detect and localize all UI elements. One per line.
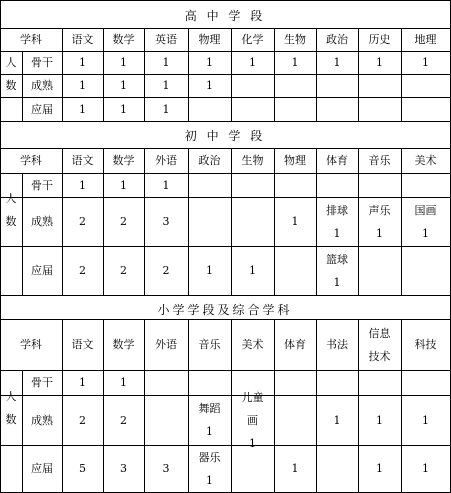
section-title: 高 中 学 段 [184,9,266,23]
cell-line: 1 [333,226,341,240]
value-cell: 1 [79,102,86,116]
subject-4: 化学 [241,33,264,46]
people-count-char: 人 [5,389,17,403]
value-cell [316,370,358,395]
value-cell [358,370,401,395]
section-title: 小学学段及综合学科 [157,303,293,317]
value-cell: 3 [162,215,170,228]
subject-3: 政治 [198,154,221,167]
subject-header: 学科 [20,154,42,167]
value-cell [316,74,358,97]
people-count-char: 数 [5,214,17,228]
value-cell [358,173,401,197]
value-cell [401,246,450,295]
cell-line: 儿童 [241,390,264,404]
cell-line: 1 [422,226,429,240]
value-cell: 1 [206,264,213,277]
cell-line: 篮球 [326,252,348,266]
subject-0: 语文 [71,154,94,167]
people-count-char: 数 [5,79,17,92]
row-label: 骨干 [31,376,53,389]
subject-header: 学科 [20,338,42,351]
value-cell: 3 [120,462,127,475]
cell-line: 器乐 [198,450,221,464]
value-cell: 1 [120,376,127,389]
cell-line: 1 [206,473,213,487]
value-cell [188,395,231,445]
value-cell: 1 [206,56,213,69]
value-cell: 2 [162,264,170,277]
value-cell: 3 [162,462,170,475]
value-cell: 2 [79,413,86,427]
value-cell [231,173,274,197]
people-count-char: 人 [5,56,17,69]
value-cell: 1 [79,79,86,92]
value-cell: 1 [333,56,341,69]
subject-1: 数学 [112,154,135,167]
value-cell [274,74,316,97]
people-count-label [0,173,22,246]
value-cell [144,395,188,445]
people-count-char: 人 [5,191,17,205]
value-cell [316,246,358,295]
value-cell: 1 [162,102,170,116]
value-cell [188,197,231,246]
row-label: 骨干 [31,56,53,69]
value-cell: 1 [422,462,429,475]
value-cell: 1 [249,56,256,69]
cell-line: 舞蹈 [198,402,221,415]
value-cell: 1 [376,413,383,427]
value-cell: 1 [422,56,429,69]
value-cell [231,390,274,450]
value-cell [316,173,358,197]
value-cell: 1 [79,376,86,389]
row-label: 成熟 [31,79,53,92]
value-cell [316,445,358,492]
subject-2: 外语 [155,338,177,351]
value-cell: 1 [422,413,429,427]
value-cell [274,97,316,121]
cell-line: 1 [376,226,383,240]
row-label: 应届 [31,264,53,277]
row-label: 应届 [31,102,53,116]
cell-line: 国画 [414,203,437,217]
value-cell: 2 [120,215,127,228]
cell-line: 技术 [368,349,391,363]
value-cell [358,246,401,295]
value-cell: 1 [291,215,299,228]
row-rule [0,0,450,1]
row-label: 应届 [31,462,53,475]
subject-7: 历史 [368,33,391,46]
value-cell: 2 [120,264,127,277]
subject-5: 生物 [284,33,306,46]
value-cell [231,445,274,492]
subject-0: 语文 [71,33,94,46]
value-cell: 1 [120,56,127,69]
value-cell: 1 [376,56,383,69]
row-rule [0,121,450,122]
cell-line: 声乐 [368,203,391,217]
row-label: 成熟 [31,215,53,228]
value-cell [274,246,316,295]
subject-2: 英语 [155,33,177,46]
subject-3: 物理 [198,33,221,46]
value-cell [231,74,274,97]
value-cell [358,74,401,97]
value-cell [231,97,274,121]
value-cell [274,173,316,197]
cell-line: 1 [206,425,213,438]
section-title: 初 中 学 段 [184,129,266,143]
subject-2: 外语 [155,154,177,167]
value-cell: 1 [162,79,170,92]
cell-line: 1 [249,436,256,450]
value-cell [358,197,401,246]
value-cell [188,370,231,395]
value-cell: 1 [79,56,86,69]
row-label: 骨干 [31,178,53,192]
subject-5: 体育 [284,338,306,351]
subject-6: 政治 [326,33,348,46]
cell-line: 1 [333,275,341,289]
value-cell: 1 [79,178,86,192]
subject-4: 生物 [241,154,264,167]
value-cell: 1 [162,178,170,192]
subject-3: 音乐 [198,338,221,351]
subject-0: 语文 [71,338,94,351]
value-cell [316,97,358,121]
value-cell [188,97,231,121]
value-cell [401,97,450,121]
people-count-char: 数 [5,412,17,426]
value-cell: 1 [120,102,127,116]
subject-header: 学科 [20,33,42,46]
value-cell: 1 [291,56,299,69]
cell-line: 信息 [368,326,391,340]
value-cell: 1 [120,79,127,92]
subject-8: 科技 [414,338,437,351]
subject-7: 音乐 [368,154,391,167]
row-label: 成熟 [31,413,53,427]
value-cell: 2 [120,413,127,427]
subject-1: 数学 [112,33,135,46]
value-cell: 1 [249,264,256,277]
row-rule [0,295,450,296]
subject-8: 美术 [414,154,437,167]
value-cell: 1 [206,79,213,92]
subject-4: 美术 [241,338,264,351]
value-cell: 5 [79,462,86,475]
subject-6: 体育 [326,154,348,167]
value-cell [401,370,450,395]
value-cell: 1 [333,413,341,427]
value-cell: 1 [291,462,299,475]
cell-line: 排球 [326,203,348,217]
value-cell [274,395,316,445]
people-count-label [0,370,22,445]
value-cell [401,173,450,197]
subject-5: 物理 [284,154,306,167]
value-cell [188,445,231,492]
value-cell [358,97,401,121]
value-cell [231,197,274,246]
value-cell: 1 [162,56,170,69]
value-cell: 2 [79,215,86,228]
cell-line: 画 [247,413,258,427]
people-count-label [0,51,22,97]
value-cell: 2 [79,264,86,277]
subject-1: 数学 [112,338,135,351]
value-cell [316,197,358,246]
value-cell: 1 [120,178,127,192]
subject-8: 地理 [414,33,437,46]
subject-7 [358,319,401,370]
value-cell: 1 [376,462,383,475]
subject-6: 书法 [326,338,348,351]
value-cell [188,173,231,197]
value-cell [401,197,450,246]
value-cell [274,370,316,395]
value-cell [401,74,450,97]
value-cell [144,370,188,395]
